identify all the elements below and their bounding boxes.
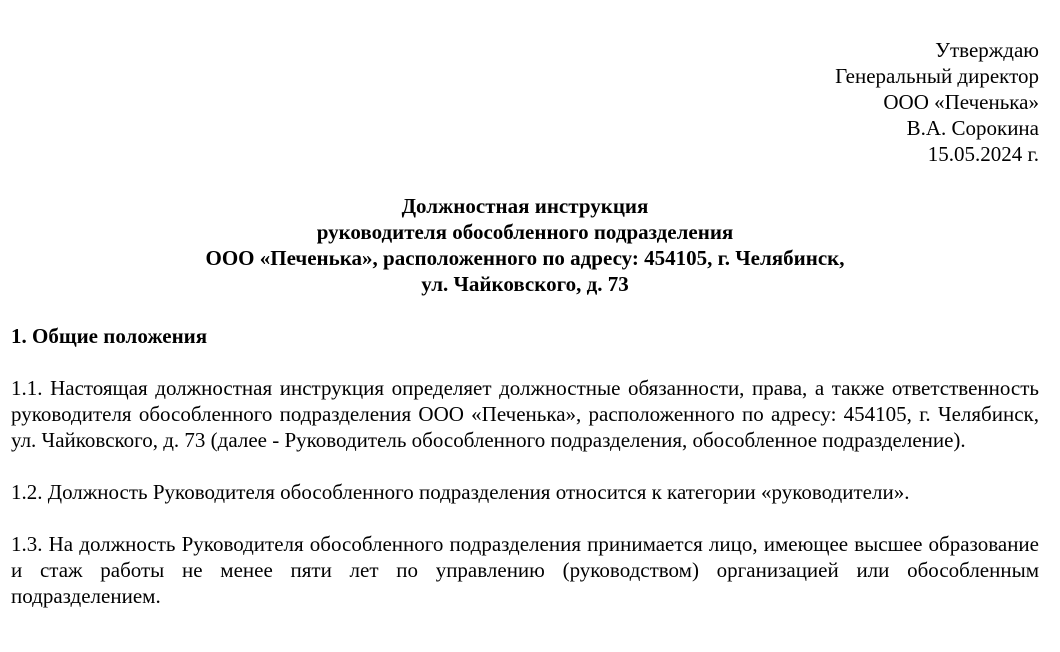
approval-word: Утверждаю	[935, 38, 1039, 62]
approval-date: 15.05.2024 г.	[927, 142, 1039, 166]
company-name: ООО «Печенька»	[883, 90, 1039, 114]
document-page	[11, 37, 1039, 609]
approver-position: Генеральный директор	[835, 64, 1039, 88]
title-line: ООО «Печенька», расположенного по адресу: 454105, г. Челябинск,	[205, 246, 845, 270]
paragraph-1-3: 1.3. На должность Руководителя обособленного подразделения принимается лицо, имеющее высшее образование и стаж работы не менее пяти лет по управлению (руководством) организацией или обособленным подразделением.	[11, 532, 1039, 608]
paragraph-1-2: 1.2. Должность Руководителя обособленного подразделения относится к категории «руководители».	[11, 480, 910, 504]
title-line: Должностная инструкция	[401, 194, 649, 218]
document-title	[11, 193, 1039, 297]
title-line: ул. Чайковского, д. 73	[421, 272, 629, 296]
paragraph-1-1: 1.1. Настоящая должностная инструкция определяет должностные обязанности, права, а также ответственность руководителя обособленного подразделения ООО «Печенька», расположенного по адресу: 454105, г. Челябинск, ул. Чайковского, д. 73 (далее - Руководитель обособленного подразделения, обособленное подразделение).	[11, 376, 1039, 452]
approver-name: В.А. Сорокина	[906, 116, 1039, 140]
approval-block	[11, 37, 1039, 167]
section-heading: 1. Общие положения	[11, 324, 208, 348]
title-line: руководителя обособленного подразделения	[316, 220, 734, 244]
